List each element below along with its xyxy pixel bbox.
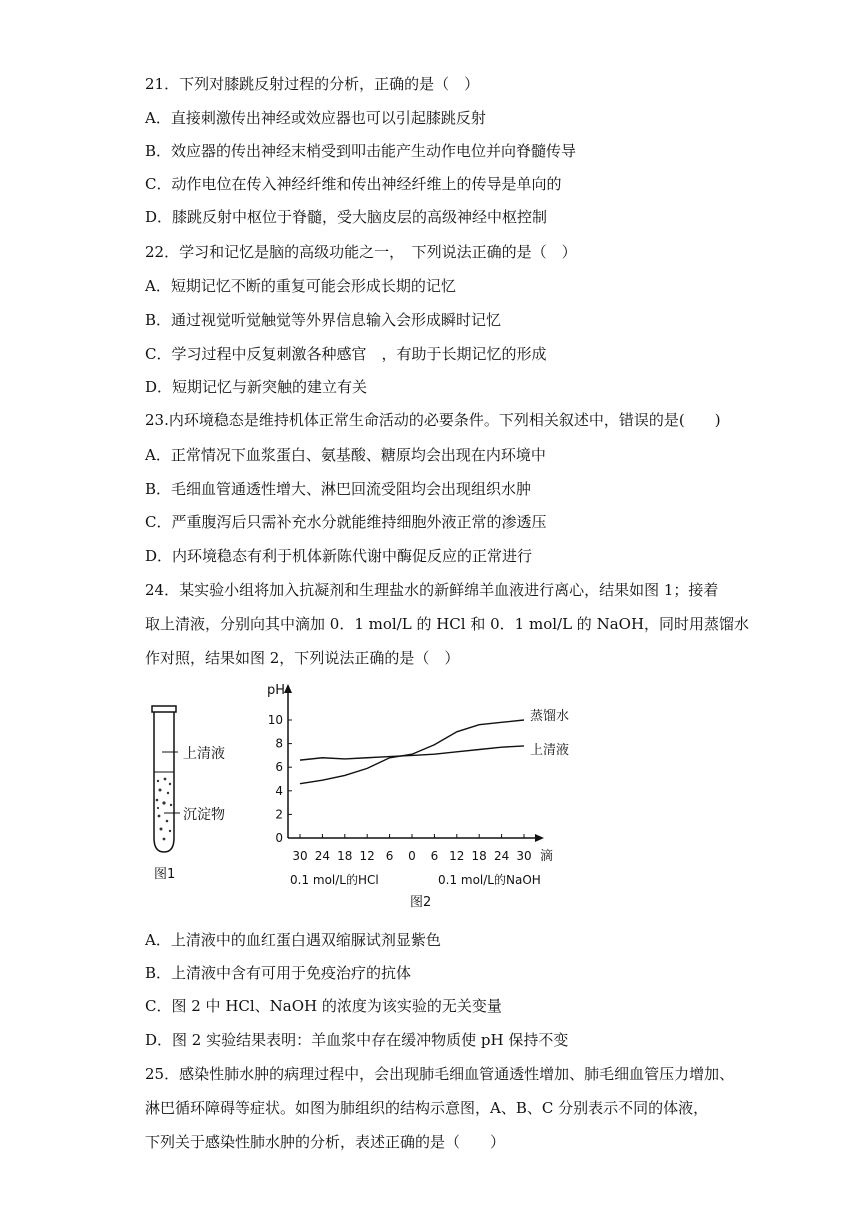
q22-option-a: A．短期记忆不断的重复可能会形成长期的记忆: [145, 277, 456, 295]
x-group-label-hcl: 0.1 mol/L的HCl: [290, 873, 379, 887]
q22-option-b: B．通过视觉听觉触觉等外界信息输入会形成瞬时记忆: [145, 311, 502, 329]
y-axis-arrow: [284, 684, 292, 693]
q23-option-a: A．正常情况下血浆蛋白、氨基酸、糖原均会出现在内环境中: [145, 446, 546, 464]
q23-option-d: D．内环境稳态有利于机体新陈代谢中酶促反应的正常进行: [145, 547, 533, 565]
label-supernatant: 上清液: [183, 746, 225, 762]
q23-stem: 23.内环境稳态是维持机体正常生命活动的必要条件。下列相关叙述中，错误的是( ): [145, 411, 721, 429]
fig2-caption: 图2: [410, 895, 432, 910]
q21-option-b: B．效应器的传出神经末梢受到叩击能产生动作电位并向脊髓传导: [145, 142, 577, 160]
series-line-distilled-water: [300, 720, 524, 784]
q24-stem-line3: 作对照，结果如图 2，下列说法正确的是（ ）: [145, 649, 460, 667]
x-tick-label: 6: [430, 849, 439, 863]
x-tick-label: 18: [337, 849, 353, 863]
y-tick-label: 10: [267, 713, 283, 727]
figure-svg: [140, 676, 580, 914]
q25-stem-line1: 25．感染性肺水肿的病理过程中，会出现肺毛细血管通透性增加、肺毛细血管压力增加、: [145, 1065, 735, 1083]
q25-stem-line3: 下列关于感染性肺水肿的分析，表述正确的是（ ）: [145, 1133, 506, 1151]
x-axis-arrow: [535, 834, 544, 842]
q23-option-c: C．严重腹泻后只需补充水分就能维持细胞外液正常的渗透压: [145, 513, 547, 531]
x-tick-label: 30: [292, 849, 308, 863]
q24-option-d: D．图 2 实验结果表明：羊血浆中存在缓冲物质使 pH 保持不变: [145, 1031, 569, 1049]
q24-stem-line1: 24．某实验小组将加入抗凝剂和生理盐水的新鲜绵羊血液进行离心，结果如图 1；接着: [145, 581, 719, 599]
fig1-caption: 图1: [154, 867, 176, 882]
y-tick-label: 0: [275, 831, 283, 845]
q21-stem: 21．下列对膝跳反射过程的分析，正确的是（ ）: [145, 75, 480, 93]
q21-option-c: C．动作电位在传入神经纤维和传出神经纤维上的传导是单向的: [145, 175, 562, 193]
q24-figures: [140, 676, 580, 914]
x-tick-label: 12: [359, 849, 375, 863]
y-tick-label: 6: [275, 760, 283, 775]
label-sediment: 沉淀物: [183, 807, 225, 823]
x-tick-label: 6: [385, 849, 394, 863]
series-label-distilled-water: 蒸馏水: [530, 709, 570, 724]
q23-option-b: B．毛细血管通透性增大、淋巴回流受阻均会出现组织水肿: [145, 480, 532, 498]
q22-option-d: D．短期记忆与新突触的建立有关: [145, 378, 368, 396]
series-label-supernatant: 上清液: [530, 742, 570, 758]
x-tick-label: 24: [314, 849, 331, 863]
y-tick-label: 4: [275, 783, 283, 798]
x-tick-label: 30: [516, 849, 532, 863]
q25-stem-line2: 淋巴循环障碍等症状。如图为肺组织的结构示意图，A、B、C 分别表示不同的体液，: [145, 1099, 709, 1117]
q24-option-b: B．上清液中含有可用于免疫治疗的抗体: [145, 964, 412, 982]
x-tick-label: 0: [408, 849, 416, 863]
q22-option-c: C．学习过程中反复刺激各种感官 ，有助于长期记忆的形成: [145, 345, 547, 363]
q24-option-c: C．图 2 中 HCl、NaOH 的浓度为该实验的无关变量: [145, 997, 502, 1015]
sediment-dots: [156, 778, 173, 841]
test-tube-diagram: [152, 706, 225, 882]
x-axis-label: 滴: [540, 849, 554, 864]
q24-option-a: A．上清液中的血红蛋白遇双缩脲试剂显紫色: [145, 931, 441, 949]
q21-option-a: A．直接刺激传出神经或效应器也可以引起膝跳反射: [145, 109, 486, 127]
ph-chart: [267, 683, 569, 910]
y-axis-label: pH: [267, 683, 286, 698]
x-tick-label: 18: [471, 849, 487, 863]
x-tick-label: 24: [493, 849, 510, 863]
y-tick-label: 8: [275, 736, 283, 751]
q22-stem: 22．学习和记忆是脑的高级功能之一， 下列说法正确的是（ ）: [145, 243, 577, 261]
y-tick-label: 2: [275, 807, 283, 822]
test-tube-rim: [152, 706, 176, 712]
x-tick-label: 12: [449, 849, 465, 863]
series-line-supernatant: [300, 746, 524, 760]
q21-option-d: D．膝跳反射中枢位于脊髓，受大脑皮层的高级神经中枢控制: [145, 208, 548, 226]
q24-stem-line2: 取上清液，分别向其中滴加 0．1 mol/L 的 HCl 和 0．1 mol/L 的 NaOH，同时用蒸馏水: [145, 615, 750, 633]
x-group-label-naoh: 0.1 mol/L的NaOH: [438, 873, 541, 887]
